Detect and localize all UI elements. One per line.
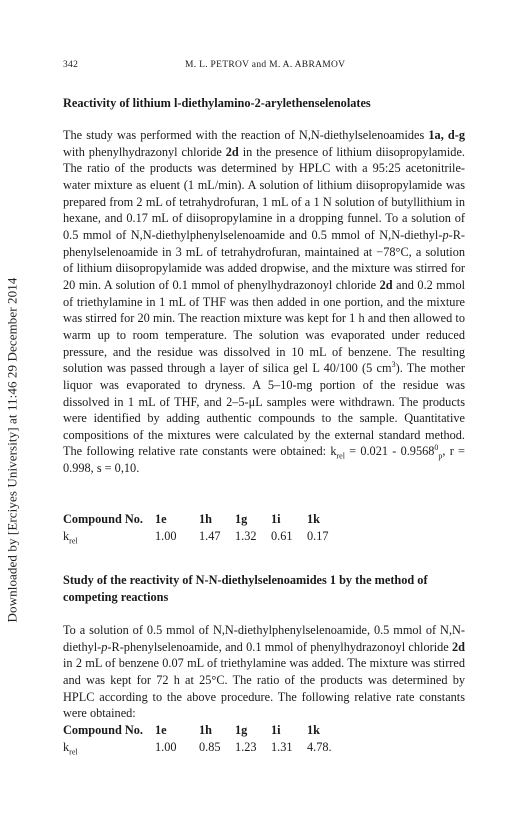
rate-constants-table-2 <box>63 722 343 756</box>
compound-cell: 1e <box>155 723 167 737</box>
compound-cell: 1g <box>235 512 248 526</box>
s1-text: = 0.021 - 0.9568 <box>344 444 435 459</box>
s1-text: with phenylhydrazonyl chloride <box>63 144 226 159</box>
s1-subscript: rel <box>336 451 345 461</box>
s1-text: The study was performed with the reaction of N,N-diethylselenoamides <box>63 128 429 142</box>
s2-text: in 2 mL of benzene 0.07 mL of triethylamine was added. The mixture was stirred and was kept for 72 h at 25°C. The ratio of the products was determined by HPLC according to the above procedure. The following relative rate constants were obtained: <box>63 656 465 721</box>
s1-text: -R-phenylselenoamide in 3 mL of tetrahydrofuran, maintained at −78°C, a solution of lithium diisopropylamide was added dropwise, and the mixture was stirred for 20 min. A solution of 0.1 mmol of phenylhydrazonoyl chloride <box>63 227 465 292</box>
running-head-authors: M. L. PETROV and M. A. ABRAMOV <box>185 60 346 70</box>
section2-paragraph <box>63 622 465 722</box>
compound-cell: 1k <box>307 512 320 526</box>
k-value-cell: 0.17 <box>307 528 329 543</box>
section-title-lithium-reactivity: Reactivity of lithium l-diethylamino-2-arylethenselenolates <box>63 96 371 110</box>
k-value-cell: 0.85 <box>199 739 221 754</box>
k-value-cell: 4.78. <box>307 739 332 754</box>
download-watermark-text: Downloaded by [Erciyes University] at 11:46 29 December 2014 <box>4 277 19 623</box>
compound-cell: 1i <box>271 512 281 526</box>
k-value-cell: 1.23 <box>235 739 257 754</box>
k-value-cell: 1.47 <box>199 528 221 543</box>
row-label: Compound No. <box>63 723 143 737</box>
page-number: 342 <box>63 60 79 70</box>
s1-compound-ref: 2d <box>379 277 393 292</box>
section-title-competing-reactions: Study of the reactivity of N-N-diethylselenoamides 1 by the method of competing reactions <box>63 573 428 604</box>
compound-cell: 1k <box>307 723 320 737</box>
k-value-cell: 1.32 <box>235 528 257 543</box>
k-value-cell: 1.00 <box>155 739 177 754</box>
s1-para-prefix: p <box>442 227 449 242</box>
k-symbol: k <box>63 739 70 754</box>
s1-text: ). The mother liquor was evaporated to dryness. A 5–10-mg portion of the residue was dissolved in 1 mL of THF, and 2–5-μL samples were withdrawn. The products were identified by adding authentic compounds to the sample. Quantitative compositions of the mixtures were calculated by the external standard method. The following relative rate constants were obtained: k <box>63 361 465 459</box>
s2-text: To a solution of 0.5 mmol of N,N-diethylphenylselenoamide, 0.5 mmol of N,N-diethyl- <box>63 623 465 654</box>
s1-text: in the presence of lithium diisopropylamide. The ratio of the products was determined by HPLC with a 95:25 acetonitrile-water mixture as eluent (1 mL/min). A solution of lithium diisopropylamide was prepared from 2 mL of tetrahydrofuran, 1 mL of a 1 N solution of butyllithium in hexane, and 0.17 mL of diisopropylamine in a dropping funnel. To a solution of 0.5 mmol of N,N-diethylphenylselenoamide and 0.5 mmol of N,N-diethyl- <box>63 144 465 242</box>
k-subscript: rel <box>69 747 78 757</box>
row-label: Compound No. <box>63 512 143 526</box>
s2-compound-ref: 2d <box>452 639 465 654</box>
k-value-cell: 0.61 <box>271 528 293 543</box>
table-row <box>63 722 343 739</box>
compound-cell: 1i <box>271 723 281 737</box>
k-value-cell: 1.00 <box>155 528 177 543</box>
table-row <box>63 739 343 756</box>
table-row <box>63 528 343 545</box>
compound-cell: 1e <box>155 512 167 526</box>
section1-paragraph <box>63 127 465 477</box>
s1-text: and 0.2 mmol of triethylamine in 1 mL of THF was then added in one portion, and the mixture was stirred for 20 min. The reaction mixture was kept for 1 h and then allowed to warm up to room temperature. The solution was evaporated under reduced pressure, and the residue was dissolved in 10 mL of benzene. The resulting solution was passed through a layer of silica gel L 40/100 (5 cm <box>63 277 466 376</box>
table-row <box>63 511 343 528</box>
s1-superscript: 3 <box>391 360 396 370</box>
s2-para-prefix: p <box>101 639 108 654</box>
s1-superscript: 0 <box>434 443 439 453</box>
compound-cell: 1g <box>235 723 248 737</box>
k-symbol: k <box>63 528 70 543</box>
rate-constants-table-1 <box>63 511 343 545</box>
s1-text: , r = 0.998, s = 0,10. <box>63 444 465 476</box>
compound-cell: 1h <box>199 723 212 737</box>
s1-compound-ref: 2d <box>225 144 239 159</box>
compound-cell: 1h <box>199 512 212 526</box>
k-subscript: rel <box>69 536 78 546</box>
s2-text: -R-phenylselenoamide, and 0.1 mmol of phenylhydrazonoyl chloride <box>107 639 452 654</box>
download-watermark <box>4 240 20 660</box>
k-rel-label <box>63 528 155 545</box>
k-rel-label <box>63 739 155 756</box>
s1-compound-ref: 1a, d-g <box>428 128 465 142</box>
s1-subscript: p <box>438 451 443 461</box>
k-value-cell: 1.31 <box>271 739 293 754</box>
